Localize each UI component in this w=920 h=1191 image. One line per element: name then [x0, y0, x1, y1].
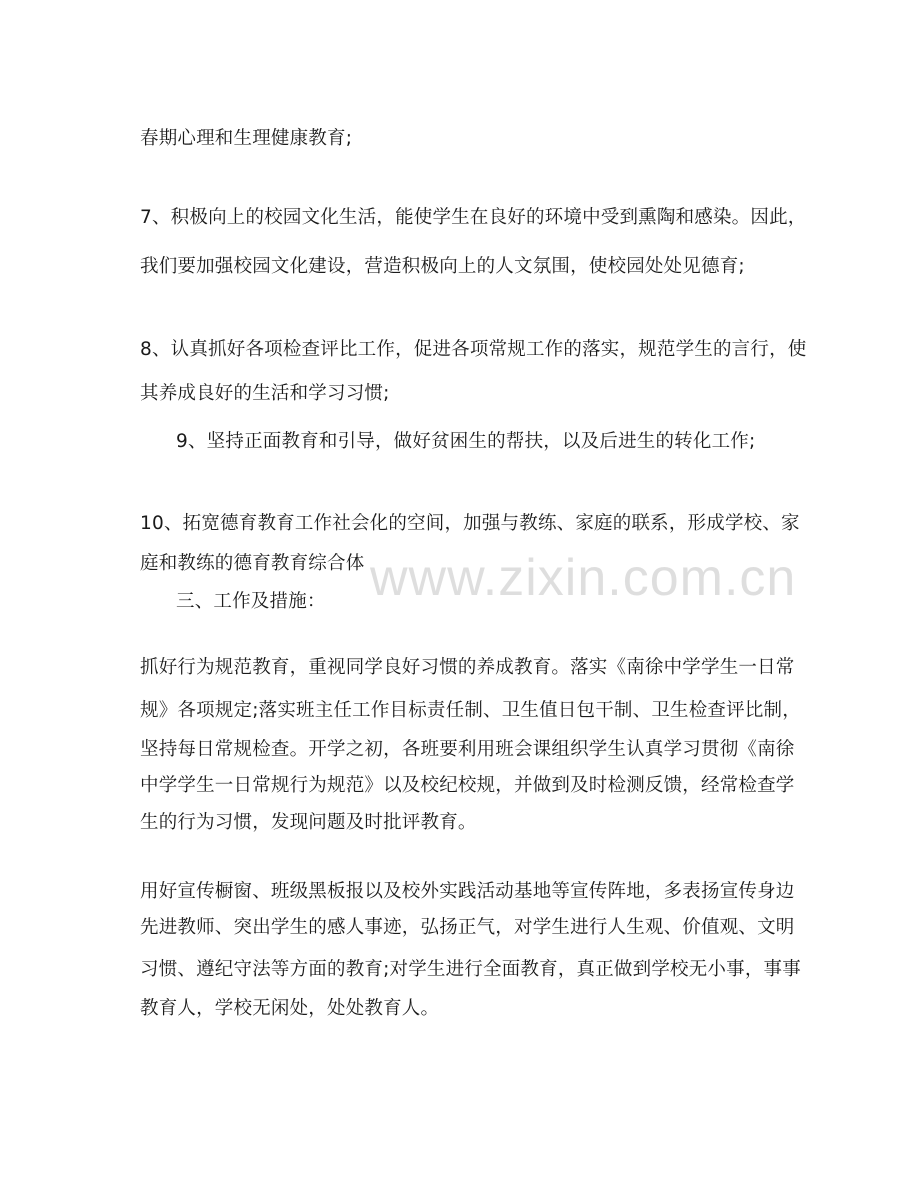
para-2-line-2: 先进教师、突出学生的感人事迹，弘扬正气，对学生进行人生观、价值观、文明: [140, 917, 795, 938]
para-2-line-4: 教育人，学校无闲处，处处教育人。: [140, 998, 440, 1019]
item-10-line-1: 10、拓宽德育教育工作社会化的空间，加强与教练、家庭的联系，形成学校、家: [140, 513, 800, 534]
para-2-line-3: 习惯、遵纪守法等方面的教育;对学生进行全面教育，真正做到学校无小事，事事: [140, 959, 801, 980]
section-heading: 三、工作及措施：: [176, 591, 326, 612]
para-1-line-1: 抓好行为规范教育，重视同学良好习惯的养成教育。落实《南徐中学学生一日常: [140, 657, 795, 678]
para-1-line-5: 生的行为习惯，发现问题及时批评教育。: [140, 812, 477, 833]
watermark: www.zixin.com.cn: [370, 549, 797, 607]
para-2-line-1: 用好宣传橱窗、班级黑板报以及校外实践活动基地等宣传阵地，多表扬宣传身边: [140, 881, 795, 902]
para-1-line-4: 中学学生一日常规行为规范》以及校纪校规，并做到及时检测反馈，经常检查学: [140, 775, 795, 796]
item-7-line-1: 7、积极向上的校园文化生活，能使学生在良好的环境中受到熏陶和感染。因此，: [140, 207, 807, 228]
item-7-line-2: 我们要加强校园文化建设，营造积极向上的人文氛围，使校园处处见德育;: [140, 256, 745, 277]
item-10-line-2: 庭和教练的德育教育综合体: [140, 553, 365, 574]
item-8-line-1: 8、认真抓好各项检查评比工作，促进各项常规工作的落实，规范学生的言行，使: [140, 339, 807, 360]
item-8-line-2: 其养成良好的生活和学习习惯;: [140, 383, 390, 404]
para-1-line-3: 坚持每日常规检查。开学之初，各班要利用班会课组织学生认真学习贯彻《南徐: [140, 739, 795, 760]
item-9-line: 9、坚持正面教育和引导，做好贫困生的帮扶，以及后进生的转化工作;: [176, 431, 756, 452]
text-line: 春期心理和生理健康教育;: [140, 128, 353, 149]
para-1-line-2: 规》各项规定;落实班主任工作目标责任制、卫生值日包干制、卫生检查评比制，: [140, 700, 801, 721]
